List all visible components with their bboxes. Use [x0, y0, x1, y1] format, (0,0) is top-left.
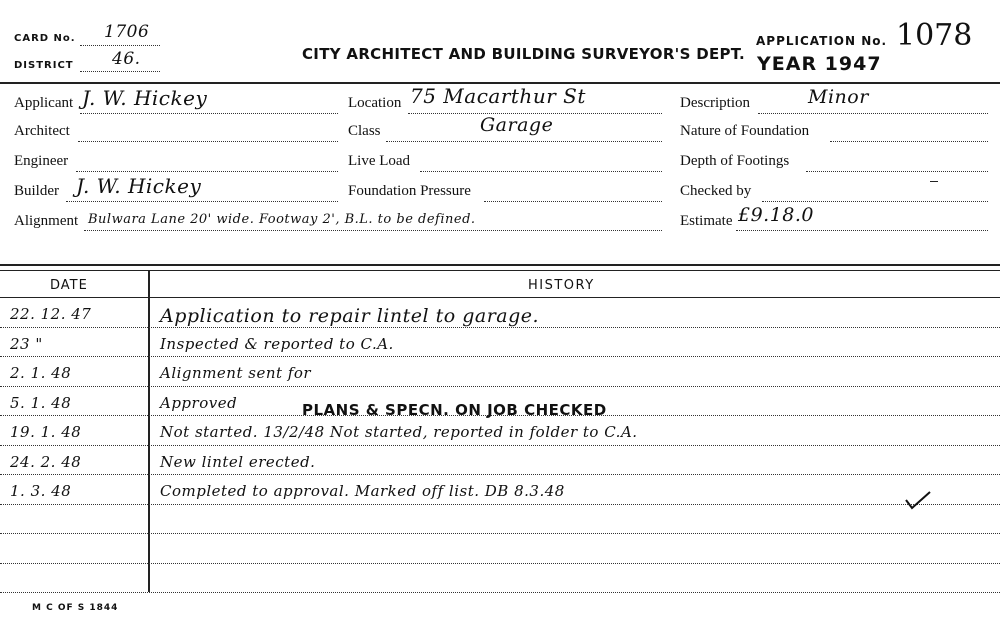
builder-line: [66, 201, 338, 202]
application-label: APPLICATION No.: [756, 34, 888, 48]
alignment-label: Alignment: [14, 213, 79, 229]
form-code: M C OF S 1844: [32, 603, 119, 613]
row-date: 5. 1. 48: [10, 394, 72, 412]
class-label: Class: [348, 123, 381, 139]
row-history: Approved: [160, 394, 238, 412]
row-history: New lintel erected.: [160, 453, 316, 471]
table-top-rule-1: [0, 264, 1000, 266]
year-label: YEAR 1947: [757, 53, 882, 75]
checked-dash: [930, 181, 938, 182]
district-label: DISTRICT: [14, 60, 74, 71]
row-history: Not started. 13/2/48 Not started, reported in folder to C.A.: [160, 423, 638, 441]
table-row-line: [0, 445, 1000, 446]
live-load-label: Live Load: [348, 153, 411, 169]
district-line: [80, 71, 160, 72]
estimate-line: [736, 230, 988, 231]
builder-label: Builder: [14, 183, 59, 199]
row-date: 24. 2. 48: [10, 453, 82, 471]
alignment-value: Bulwara Lane 20' wide. Footway 2', B.L. to be defined.: [88, 212, 476, 227]
row-history: Application to repair lintel to garage.: [160, 305, 540, 327]
card-no-line: [80, 45, 160, 46]
applicant-value: J. W. Hickey: [82, 86, 208, 110]
table-row-line: [0, 327, 1000, 328]
district-value: 46.: [112, 49, 141, 69]
depth-line: [806, 171, 988, 172]
history-header: HISTORY: [528, 278, 595, 293]
row-history: Inspected & reported to C.A.: [160, 335, 394, 353]
description-line: [758, 113, 988, 114]
estimate-label: Estimate: [680, 213, 733, 229]
nature-line: [830, 141, 988, 142]
depth-of-footings-label: Depth of Footings: [680, 153, 790, 169]
applicant-label: Applicant: [14, 95, 74, 111]
date-header: DATE: [50, 278, 88, 293]
foundation-pressure-line: [484, 201, 662, 202]
checked-line: [762, 201, 988, 202]
checked-by-label: Checked by: [680, 183, 752, 199]
estimate-value: £9.18.0: [738, 204, 815, 226]
card-no-value: 1706: [104, 22, 150, 42]
engineer-label: Engineer: [14, 153, 69, 169]
live-load-line: [420, 171, 662, 172]
table-row-line: [0, 533, 1000, 534]
table-row-line: [0, 504, 1000, 505]
row-date: 22. 12. 47: [10, 305, 92, 323]
description-label: Description: [680, 95, 750, 111]
table-top-rule-2: [0, 270, 1000, 271]
application-number: 1078: [896, 18, 973, 53]
department-title: CITY ARCHITECT AND BUILDING SURVEYOR'S DEPT.: [302, 45, 746, 63]
table-divider: [148, 271, 150, 592]
row-date: 23 ": [10, 335, 43, 353]
applicant-line: [80, 113, 338, 114]
foundation-pressure-label: Foundation Pressure: [348, 183, 471, 199]
table-row-line: [0, 563, 1000, 564]
table-row-line: [0, 474, 1000, 475]
plans-checked-stamp: PLANS & SPECN. ON JOB CHECKED: [302, 401, 607, 419]
architect-label: Architect: [14, 123, 70, 139]
description-value: Minor: [808, 86, 869, 108]
location-value: 75 Macarthur St: [410, 84, 586, 108]
table-row-line: [0, 386, 1000, 387]
row-date: 19. 1. 48: [10, 423, 82, 441]
table-row-line: [0, 592, 1000, 593]
class-value: Garage: [480, 114, 554, 136]
checkmark-icon: [904, 490, 932, 512]
engineer-line: [76, 171, 338, 172]
table-header-rule: [0, 297, 1000, 298]
row-date: 1. 3. 48: [10, 482, 72, 500]
row-history: Alignment sent for: [160, 364, 312, 382]
row-date: 2. 1. 48: [10, 364, 72, 382]
location-label: Location: [348, 95, 402, 111]
class-line: [386, 141, 662, 142]
nature-of-foundation-label: Nature of Foundation: [680, 123, 810, 139]
builder-value: J. W. Hickey: [76, 174, 202, 198]
alignment-line: [84, 230, 662, 231]
row-history: Completed to approval. Marked off list. DB 8.3.48: [160, 482, 565, 500]
card-no-label: CARD No.: [14, 33, 76, 44]
architect-line: [78, 141, 338, 142]
table-row-line: [0, 356, 1000, 357]
